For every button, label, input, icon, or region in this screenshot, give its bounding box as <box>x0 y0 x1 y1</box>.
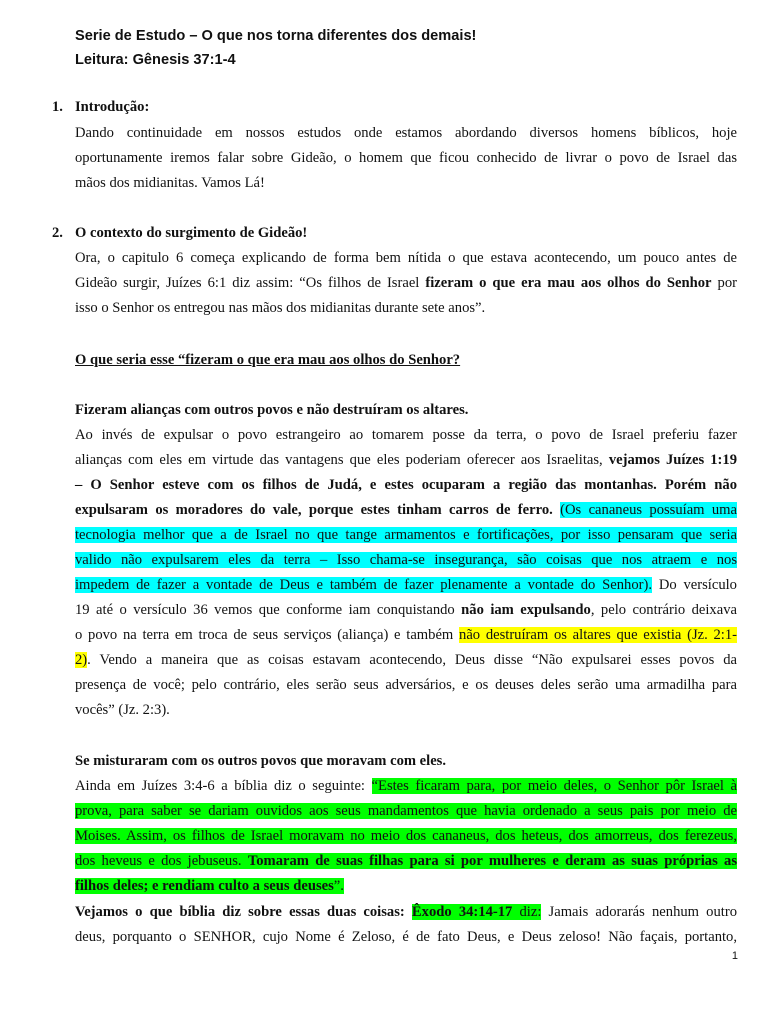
highlight-cyan: impedem de fazer a vontade de Deus e também de fazer plenamente a vontade do Senhor). <box>75 577 652 593</box>
question-heading: O que seria esse “fizeram o que era mau aos olhos do Senhor? <box>75 352 461 368</box>
paragraph-line <box>75 876 737 896</box>
paragraph-line: alianças com eles em virtude das vantagens que eles poderiam oferecer aos Israelitas, vejamos Juízes 1:19 <box>75 452 737 468</box>
paragraph-line: mãos dos midianitas. Vamos Lá! <box>75 175 265 191</box>
paragraph-line: Vejamos o que bíblia diz sobre essas duas coisas: Êxodo 34:14-17 diz: Jamais adorarás nenhum outro <box>75 904 737 920</box>
section-2-heading: O contexto do surgimento de Gideão! <box>75 225 308 241</box>
paragraph-line: Ao invés de expulsar o povo estrangeiro ao tomarem posse da terra, o povo de Israel preferiu fazer <box>75 427 737 443</box>
highlight-yellow: não destruíram os altares que existia (Jz. 2:1- <box>459 627 738 643</box>
page-number: 1 <box>731 950 738 962</box>
paragraph-line: vocês” (Jz. 2:3). <box>75 702 170 718</box>
paragraph-line: impedem de fazer a vontade de Deus e também de fazer plenamente a vontade do Senhor). Do versículo <box>75 577 737 593</box>
section-2-number: 2. <box>52 225 63 241</box>
paragraph-line: presença de você; pelo contrário, eles serão seus adversários, e os deuses deles serão uma armadilha para <box>75 677 737 693</box>
highlight-green: filhos deles; e rendiam culto a seus deuses <box>75 878 334 894</box>
paragraph-line <box>75 525 737 545</box>
highlight-yellow: 2) <box>75 652 88 668</box>
highlight-cyan: (Os cananeus possuíam uma <box>560 502 738 518</box>
paragraph-line: 2). Vendo a maneira que as coisas estavam acontecendo, Deus disse “Não expulsarei esses povos da <box>75 652 737 668</box>
paragraph-line: deus, porquanto o SENHOR, cujo Nome é Zeloso, é de fato Deus, e Deus zeloso! Não façais, portanto, <box>75 929 737 945</box>
paragraph-line: expulsaram os moradores do vale, porque estes tinham carros de ferro. (Os cananeus possuíam uma <box>75 502 738 518</box>
highlight-green: prova, para saber se dariam ouvidos aos seus mandamentos que havia ordenado a seus pais por meio de <box>75 803 737 819</box>
paragraph-line: Dando continuidade em nossos estudos onde estamos abordando diversos homens bíblicos, hoje <box>75 125 737 141</box>
highlight-cyan: valido não expulsarem eles da terra – Isso chama-se insegurança, são coisas que nos atraem e nos <box>75 552 737 568</box>
highlight-green: Moises. Assim, os filhos de Israel moravam no meio dos cananeus, dos heteus, dos amorreus, dos ferezeus, <box>75 828 737 844</box>
document-title: Serie de Estudo – O que nos torna diferentes dos demais! <box>75 28 477 44</box>
highlight-cyan: tecnologia melhor que a de Israel no que tange armamentos e fortificações, por isso pensaram que seria <box>75 527 737 543</box>
highlight-green: Êxodo 34:14-17 <box>411 904 513 920</box>
highlight-green: Tomaram de suas filhas para si por mulheres e deram as suas próprias as <box>247 853 738 869</box>
paragraph-line: Ainda em Juízes 3:4-6 a bíblia diz o seguinte: “Estes ficaram para, por meio deles, o Senhor pôr Israel à <box>75 778 738 794</box>
paragraph-line: oportunamente iremos falar sobre Gideão, o homem que ficou conhecido de livrar o povo de Israel das <box>75 150 737 166</box>
paragraph-line <box>75 550 737 570</box>
subsection-heading: Se misturaram com os outros povos que moravam com eles. <box>75 753 447 769</box>
paragraph-line <box>75 801 737 821</box>
paragraph-line: Ora, o capitulo 6 começa explicando de forma bem nítida o que estava acontecendo, um pouco antes de <box>75 250 737 266</box>
highlight-green: “Estes ficaram para, por meio deles, o Senhor pôr Israel à <box>371 778 738 794</box>
subsection-heading: Fizeram alianças com outros povos e não destruíram os altares. <box>75 402 469 418</box>
paragraph-line <box>75 851 737 871</box>
section-1-number: 1. <box>52 99 63 115</box>
highlight-green: diz: <box>512 904 542 920</box>
section-1-heading: Introdução: <box>75 99 150 115</box>
paragraph-line: o povo na terra em troca de seus serviços (aliança) e também não destruíram os altares que existia (Jz. 2:1- <box>75 627 738 643</box>
paragraph-line: Gideão surgir, Juízes 6:1 diz assim: “Os filhos de Israel fizeram o que era mau aos olhos do Senhor por <box>75 275 737 291</box>
highlight-green: dos heveus e dos jebuseus. <box>75 853 248 869</box>
paragraph-line <box>75 826 737 846</box>
paragraph-line: 19 até o versículo 36 vemos que conforme iam conquistando não iam expulsando, pelo contrário deixava <box>75 602 737 618</box>
paragraph-line: – O Senhor esteve com os filhos de Judá, e estes ocuparam a região das montanhas. Porém não <box>75 477 737 493</box>
paragraph-line: isso o Senhor os entregou nas mãos dos midianitas durante sete anos”. <box>75 300 486 316</box>
reading-reference: Leitura: Gênesis 37:1-4 <box>75 52 236 68</box>
highlight-green: ”. <box>333 878 344 894</box>
